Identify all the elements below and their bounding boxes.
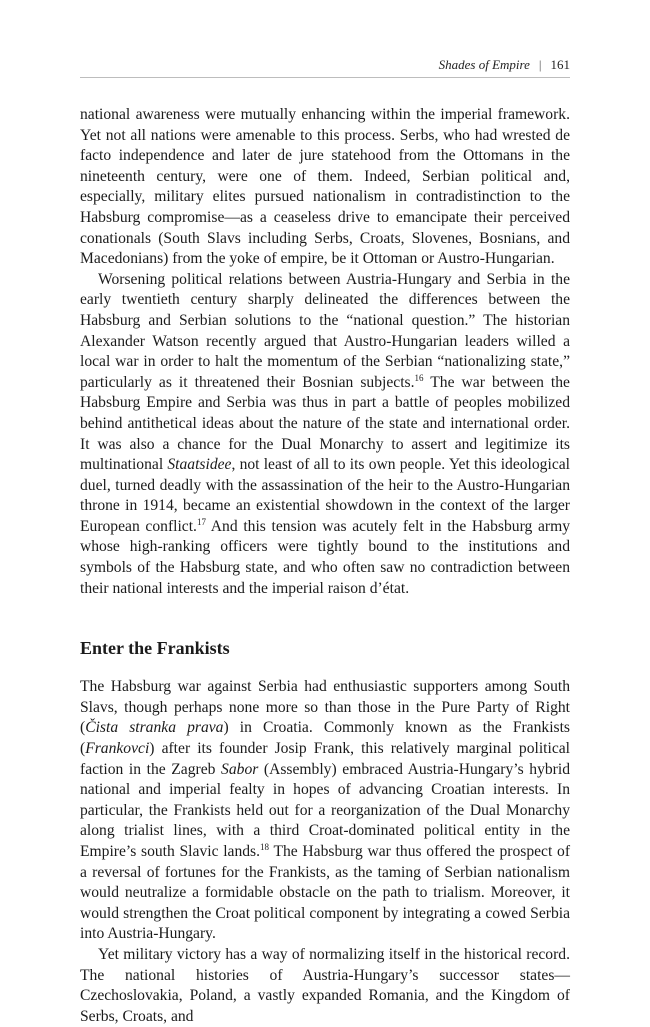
paragraph-3-italic-sabor: Sabor <box>221 760 259 778</box>
body-text <box>80 105 570 1027</box>
running-head <box>439 57 570 73</box>
footnote-ref-16: 16 <box>414 372 424 383</box>
paragraph-3-text-2: ) in Croatia. Commonly known as the Frankists ( <box>80 719 571 758</box>
paragraph-3-text-4: (Assembly) embraced Austria-Hungary’s hybrid national and imperial fealty in hopes of advancing Croatian interests. In particular, the Frankists held out for a reorganization of the Dual Monarchy along trialist lines, with a third Croat-dominated political entity in the Empire’s south Slavic lands. <box>80 760 570 860</box>
paragraph-3-text-1: The Habsburg war against Serbia had enthusiastic supporters among South Slavs, though perhaps none more so than those in the Pure Party of Right ( <box>80 678 570 737</box>
paragraph-3 <box>80 677 570 945</box>
paragraph-2-text-3: , not least of all to its own people. Yet this ideological duel, turned deadly with the assassination of the heir to the Austro-Hungarian throne in 1914, became an existential showdown in the context of the larger European conflict. <box>80 456 570 535</box>
paragraph-2-text-4: And this tension was acutely felt in the Habsburg army whose high-ranking officers were tightly bound to the institutions and symbols of the Habsburg state, and who often saw no contradiction between their national interests and the imperial raison d’état. <box>80 517 571 597</box>
paragraph-2-text-1: Worsening political relations between Austria-Hungary and Serbia in the early twentieth century sharply delineated the differences between the Habsburg and Serbian solutions to the “national question.” The historian Alexander Watson recently argued that Austro-Hungarian leaders willed a local war in order to halt the momentum of the Serbian “nationalizing state,” particularly as it threatened their Bosnian subjects. <box>80 270 570 391</box>
page-number: 161 <box>550 57 570 72</box>
paragraph-3-italic-frankovci: Frankovci <box>85 740 150 758</box>
footnote-ref-17: 17 <box>196 516 206 527</box>
paragraph-3-text-5: The Habsburg war thus offered the prospect of a reversal of fortunes for the Frankists, as the taming of Serbian nationalism would neutralize a formidable obstacle on the path to trialism. Moreover, it would strengthen the Croat political component by integrating a cowed Serbia into Austria-Hungary. <box>80 843 571 943</box>
footnote-ref-18: 18 <box>260 842 270 852</box>
paragraph-2 <box>80 270 570 600</box>
paragraph-2-italic-staatsidee: Staatsidee <box>167 456 232 474</box>
paragraph-4: Yet military victory has a way of normalizing itself in the historical record. The national histories of Austria-Hungary’s successor states—Czechoslovakia, Poland, a vastly expanded Romania, and the Kingdom of Serbs, Croats, and <box>80 945 570 1025</box>
paragraph-2-text-2: The war between the Habsburg Empire and Serbia was thus in part a battle of peoples mobilized behind antithetical ideas about the nature of the state and international order. It was also a chance for the Dual Monarchy to assert and legitimize its multinational <box>80 373 570 474</box>
running-head-separator: | <box>538 57 542 72</box>
paragraph-1: national awareness were mutually enhancing within the imperial framework. Yet not all nations were amenable to this process. Serbs, who had wrested de facto independence and later de jure statehood from the Ottomans in the nineteenth century, were one of them. Indeed, Serbian political and, especially, military elites pursued nationalism in contradistinction to the Habsburg compromise—as a ceaseless drive to emancipate their perceived conationals (South Slavs including Serbs, Croats, Slovenes, Bosnians, and Macedonians) from the yoke of empire, be it Ottoman or Austro-Hungarian. <box>80 106 570 268</box>
header-rule <box>80 77 570 78</box>
paragraph-3-text-3: ) after its founder Josip Frank, this relatively marginal political faction in the Zagreb <box>80 740 570 778</box>
paragraph-3-italic-party-name: Čista stranka prava <box>85 719 224 737</box>
running-head-title: Shades of Empire <box>438 57 530 72</box>
section-heading: Enter the Frankists <box>80 638 230 659</box>
